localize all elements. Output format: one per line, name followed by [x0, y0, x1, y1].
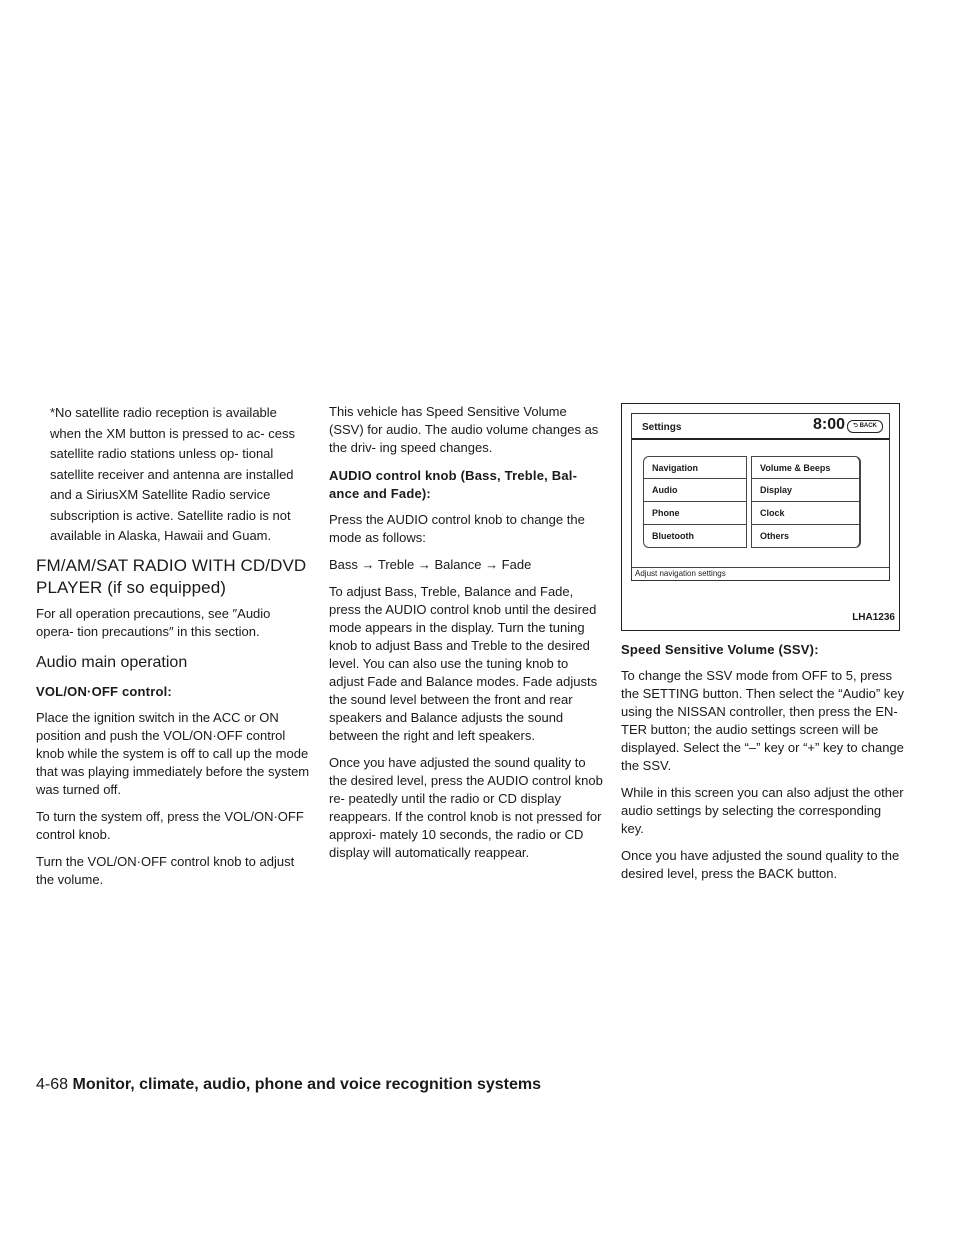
back-label: BACK [859, 423, 877, 429]
screen-status: Adjust navigation settings [632, 567, 889, 580]
chapter-title: Monitor, climate, audio, phone and voice recognition systems [72, 1076, 542, 1093]
paragraph: To adjust Bass, Treble, Balance and Fade, press the AUDIO control knob until the desired mode appears in the display. Turn the tuning knob to adjust Bass and Treble to the desired level. You can also use the tuning knob to adjust Fade and Balance modes. Fade adjusts the sound level between the front and rear speakers and Balance adjusts the sound between the right and left speakers. [329, 584, 598, 743]
menu-item-display[interactable]: Display [751, 479, 861, 502]
menu-item-audio[interactable]: Audio [643, 479, 747, 502]
section-heading: FM/AM/SAT RADIO WITH CD/DVD PLAYER (if so equipped) [36, 555, 307, 597]
menu-left [643, 456, 747, 548]
paragraph: Turn the VOL/ON·OFF control knob to adjust the volume. [36, 853, 295, 887]
figure-code: LHA1236 [852, 612, 895, 623]
paragraph: To change the SSV mode from OFF to 5, press the SETTING button. Then select the “Audio” key using the NISSAN controller, then press the EN- TER button; the audio settings screen will be displayed. Select the “–” key or “+” key to change the SSV. [621, 668, 905, 773]
menu-item-bluetooth[interactable]: Bluetooth [643, 525, 747, 548]
mode-sequence: Bass → Treble → Balance → Fade [329, 557, 532, 572]
column-right [621, 403, 905, 892]
paragraph: Once you have adjusted the sound quality to the desired level, press the AUDIO control knob re- peatedly until the radio or CD display reappears. If the control knob is not pressed for approxi- mately 10 seconds, the radio or CD display will automatically reappear. [329, 755, 603, 860]
paragraph: Place the ignition switch in the ACC or ON position and push the VOL/ON·OFF control knob while the system is off to call up the mode that was playing immediately before the system was turned off. [36, 709, 310, 797]
menu-item-others[interactable]: Others [751, 525, 861, 548]
paragraph: Press the AUDIO control knob to change the mode as follows: [329, 512, 585, 545]
screen-title: Settings [642, 422, 682, 433]
back-button[interactable]: ⮌ BACK [847, 420, 883, 433]
satellite-note: *No satellite radio reception is available when the XM button is pressed to ac- cess satellite radio stations unless op- tional satellite receiver and antenna are installed and a SiriusXM Satellite Radio service subscription is active. Satellite radio is not available in Alaska, Hawaii and Guam. [50, 405, 295, 543]
paragraph: While in this screen you can also adjust the other audio settings by selecting the corresponding key. [621, 785, 904, 836]
vol-heading: VOL/ON·OFF control: [36, 683, 172, 699]
settings-screen [631, 413, 890, 581]
menu-item-phone[interactable]: Phone [643, 502, 747, 525]
paragraph: To turn the system off, press the VOL/ON·OFF control knob. [36, 808, 304, 842]
menu-right [751, 456, 861, 548]
menu-item-navigation[interactable]: Navigation [643, 456, 747, 479]
paragraph: Once you have adjusted the sound quality to the desired level, press the BACK button. [621, 848, 900, 881]
screen-clock: 8:00 [812, 416, 845, 433]
paragraph: This vehicle has Speed Sensitive Volume (SSV) for audio. The audio volume changes as the driv- ing speed changes. [329, 404, 599, 455]
ssv-heading: Speed Sensitive Volume (SSV): [621, 642, 819, 657]
column-middle [329, 403, 603, 871]
audio-heading: AUDIO control knob (Bass, Treble, Bal- ance and Fade): [329, 468, 578, 501]
subsection-heading: Audio main operation [36, 653, 188, 671]
precautions-text: For all operation precautions, see ″Audio opera- tion precautions″ in this section. [36, 605, 271, 639]
menu-item-clock[interactable]: Clock [751, 502, 861, 525]
screen-header [632, 414, 889, 440]
menu-item-volume-beeps[interactable]: Volume & Beeps [751, 456, 861, 479]
page-number: 4-68 [36, 1076, 69, 1093]
column-left [36, 403, 310, 898]
settings-screen-figure [621, 403, 900, 631]
page-footer [36, 1076, 541, 1094]
